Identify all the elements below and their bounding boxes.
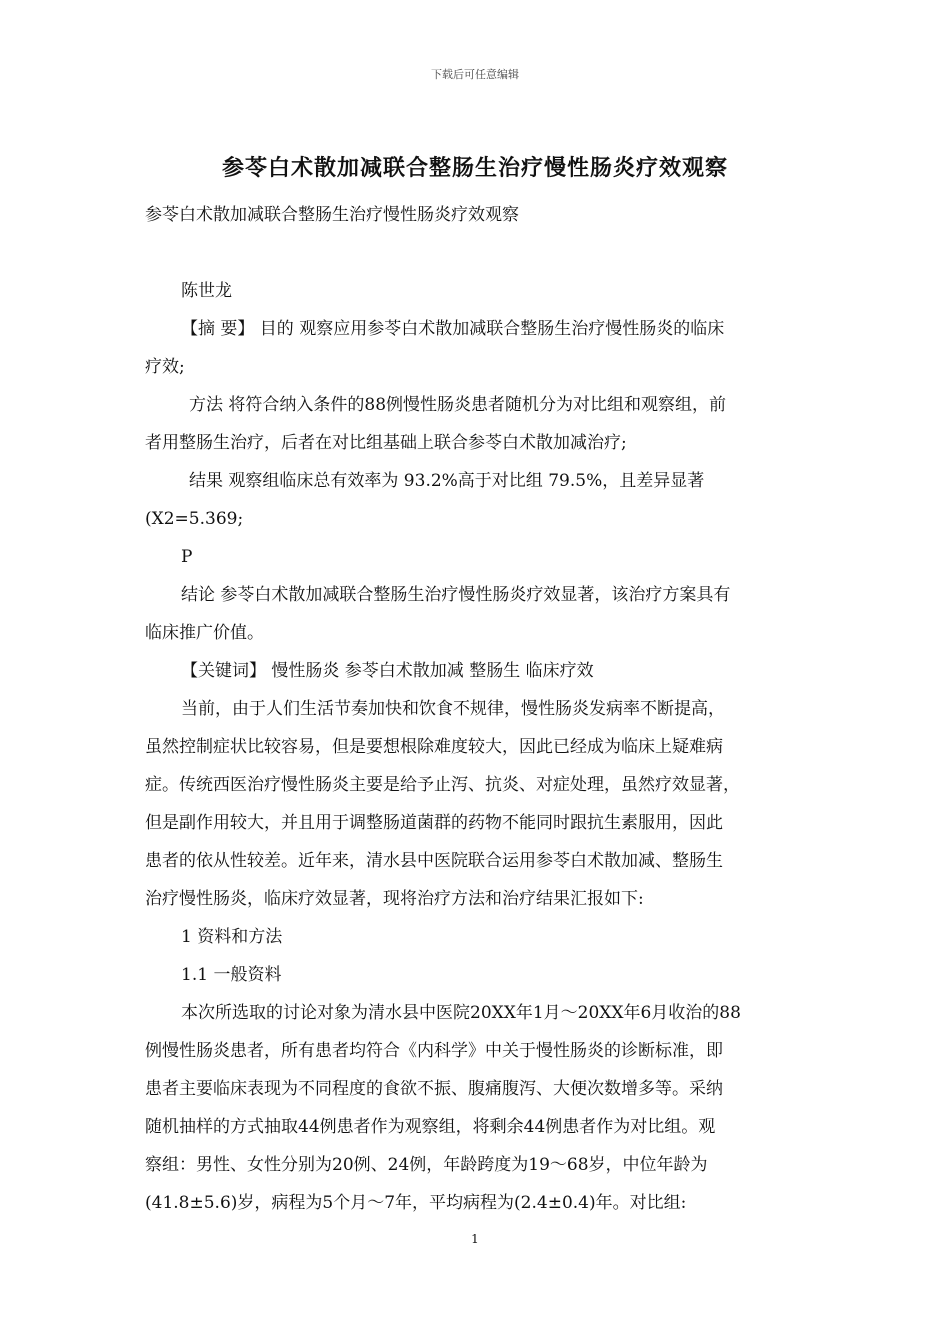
paragraph-line: 随机抽样的方式抽取44例患者作为观察组，将剩余44例患者作为对比组。观 (145, 1117, 716, 1137)
paragraph-line: (41.8±5.6)岁，病程为5个月～7年，平均病程为(2.4±0.4)年。对比组: (145, 1193, 687, 1213)
author: 陈世龙 (181, 281, 232, 301)
results-line: 结果 观察组临床总有效率为 93.2%高于对比组 79.5%，且差异显著 (189, 471, 705, 491)
results-line: (X2=5.369; (145, 509, 244, 529)
conclusion-line: 临床推广价值。 (145, 623, 264, 643)
document-body (145, 196, 809, 1222)
document-title: 参苓白术散加减联合整肠生治疗慢性肠炎疗效观察 (221, 155, 728, 181)
subtitle: 参苓白术散加减联合整肠生治疗慢性肠炎疗效观察 (145, 205, 519, 225)
methods-line: 者用整肠生治疗，后者在对比组基础上联合参苓白术散加减治疗; (145, 433, 627, 453)
paragraph-line: 例慢性肠炎患者，所有患者均符合《内科学》中关于慢性肠炎的诊断标准，即 (145, 1041, 723, 1061)
methods-line: 方法 将符合纳入条件的88例慢性肠炎患者随机分为对比组和观察组，前 (189, 395, 727, 415)
paragraph-line: 但是副作用较大，并且用于调整肠道菌群的药物不能同时跟抗生素服用，因此 (145, 813, 723, 833)
paragraph-line: 本次所选取的讨论对象为清水县中医院20XX年1月～20XX年6月收治的88 (181, 1003, 741, 1023)
paragraph-line: 症。传统西医治疗慢性肠炎主要是给予止泻、抗炎、对症处理，虽然疗效显著， (145, 775, 740, 795)
paragraph-line: 察组：男性、女性分别为20例、24例，年龄跨度为19～68岁，中位年龄为 (145, 1155, 708, 1175)
subsection-heading: 1.1 一般资料 (181, 965, 282, 985)
paragraph-line: 虽然控制症状比较容易，但是要想根除难度较大，因此已经成为临床上疑难病 (145, 737, 723, 757)
paragraph-line: 当前，由于人们生活节奏加快和饮食不规律，慢性肠炎发病率不断提高， (181, 699, 725, 719)
paragraph-line: 治疗慢性肠炎，临床疗效显著，现将治疗方法和治疗结果汇报如下: (145, 889, 644, 909)
keywords-line: 【关键词】 慢性肠炎 参苓白术散加减 整肠生 临床疗效 (181, 661, 594, 681)
paragraph-line: 患者的依从性较差。近年来，清水县中医院联合运用参苓白术散加减、整肠生 (145, 851, 723, 871)
page-number: 1 (471, 1232, 479, 1246)
results-line: P (181, 547, 193, 567)
paragraph-line: 患者主要临床表现为不同程度的食欲不振、腹痛腹泻、大便次数增多等。采纳 (145, 1079, 723, 1099)
abstract-line: 疗效; (145, 357, 185, 377)
abstract-line: 【摘 要】 目的 观察应用参苓白术散加减联合整肠生治疗慢性肠炎的临床 (181, 319, 725, 339)
conclusion-line: 结论 参苓白术散加减联合整肠生治疗慢性肠炎疗效显著，该治疗方案具有 (181, 585, 731, 605)
header-note: 下载后可任意编辑 (431, 68, 519, 81)
section-heading: 1 资料和方法 (181, 927, 283, 947)
